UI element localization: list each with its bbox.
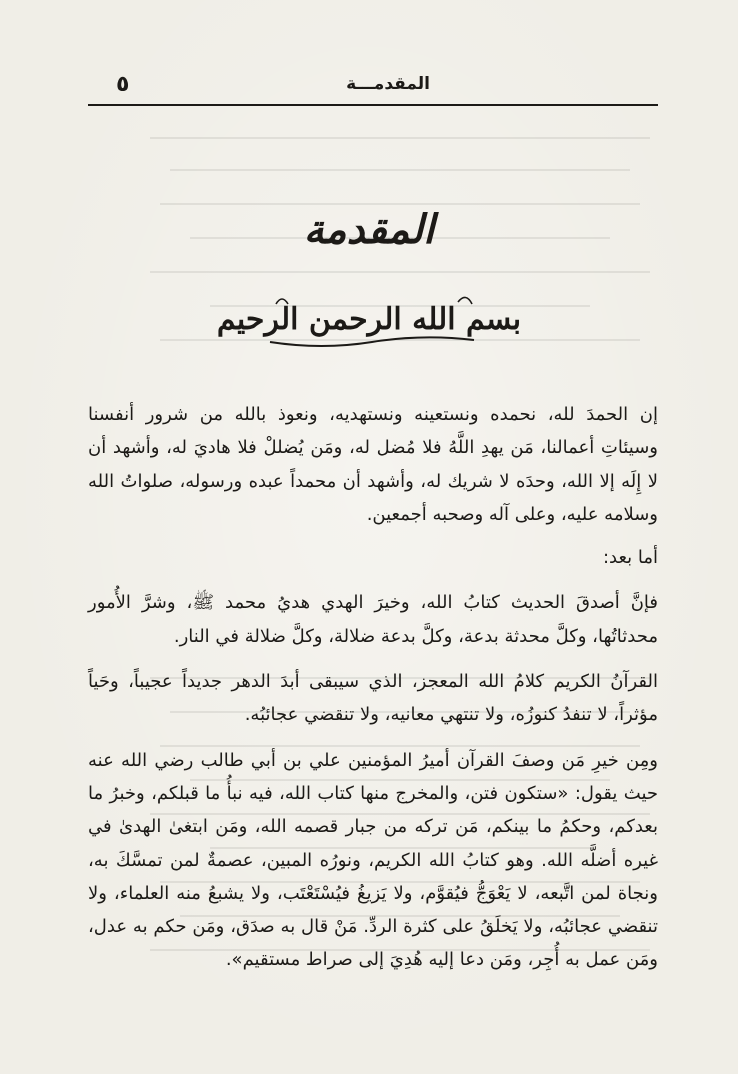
- chapter-heading: المقدمة: [303, 206, 435, 253]
- header-rule: [88, 104, 658, 106]
- running-header: [88, 74, 658, 102]
- paragraph-khutbah: فإنَّ أصدقَ الحديث كتابُ الله، وخيرَ الهدي هديُ محمد ﷺ، وشرَّ الأُمور محدثاتُها، وكلَّ محدثة بدعة، وكلَّ بدعة ضلالة، وكلَّ ضلالة في النار.: [88, 592, 658, 647]
- running-header-title: المقدمـــة: [346, 74, 430, 94]
- paragraph-quran-description: القرآنُ الكريم كلامُ الله المعجز، الذي سيبقى أبدَ الدهر جديداً عجيباً، وحَياً مؤثراً، لا تنفدُ كنوزُه، ولا تنتهي معانيه، ولا تنقضي عجائبُه.: [88, 671, 658, 726]
- paragraph-ali-quote: ومِن خيرِ مَن وصفَ القرآن أميرُ المؤمنين علي بن أبي طالب رضي الله عنه حيث يقول: «ستكون فتن، والمخرج منها كتاب الله، فيه نبأُ ما قبلكم، وخبرُ ما بعدكم، وحكمُ ما بينكم، مَن تركه من جبار قصمه الله، ومَن ابتغىٰ الهدىٰ في غيره أضلَّه الله. وهو كتابُ الله الكريم، ونورُه المبين، عصمةٌ لمن تمسَّكَ به، ونجاة لمن اتَّبعه، لا يَعْوَجُّ فيُقوَّم، ولا يَزيغُ فيُسْتَعْتَب، ولا يشبعُ منه العلماء، ولا تنقضي عجائبُه، ولا يَخلَقُ على كثرة الردِّ. مَنْ قال به صدَق، ومَن حكم به عدل، ومَن عمل به أُجِر، ومَن دعا إليه هُدِيَ إلى صراط مستقيم».: [88, 749, 658, 971]
- paragraph-opening-praise: إن الحمدَ لله، نحمده ونستعينه ونستهديه، ونعوذ بالله من شرور أنفسنا وسيئاتِ أعمالنا، مَن يهدِ اللَّهُ فلا مُضل له، ومَن يُضللْ فلا هاديَ له، وأشهد أن لا إِلَه إلا الله، وحدَه لا شريك له، وأشهد أن محمداً عبده ورسوله، صلواتُ الله وسلامه عليه، وعلى آله وصحبه أجمعين.: [88, 404, 658, 525]
- paragraph-amma-bad: أما بعد:: [602, 547, 658, 569]
- body-text: [88, 398, 658, 977]
- page-number: ٥: [116, 72, 130, 97]
- basmala-calligraphy: بسم الله الرحمن الرحيم: [216, 302, 522, 337]
